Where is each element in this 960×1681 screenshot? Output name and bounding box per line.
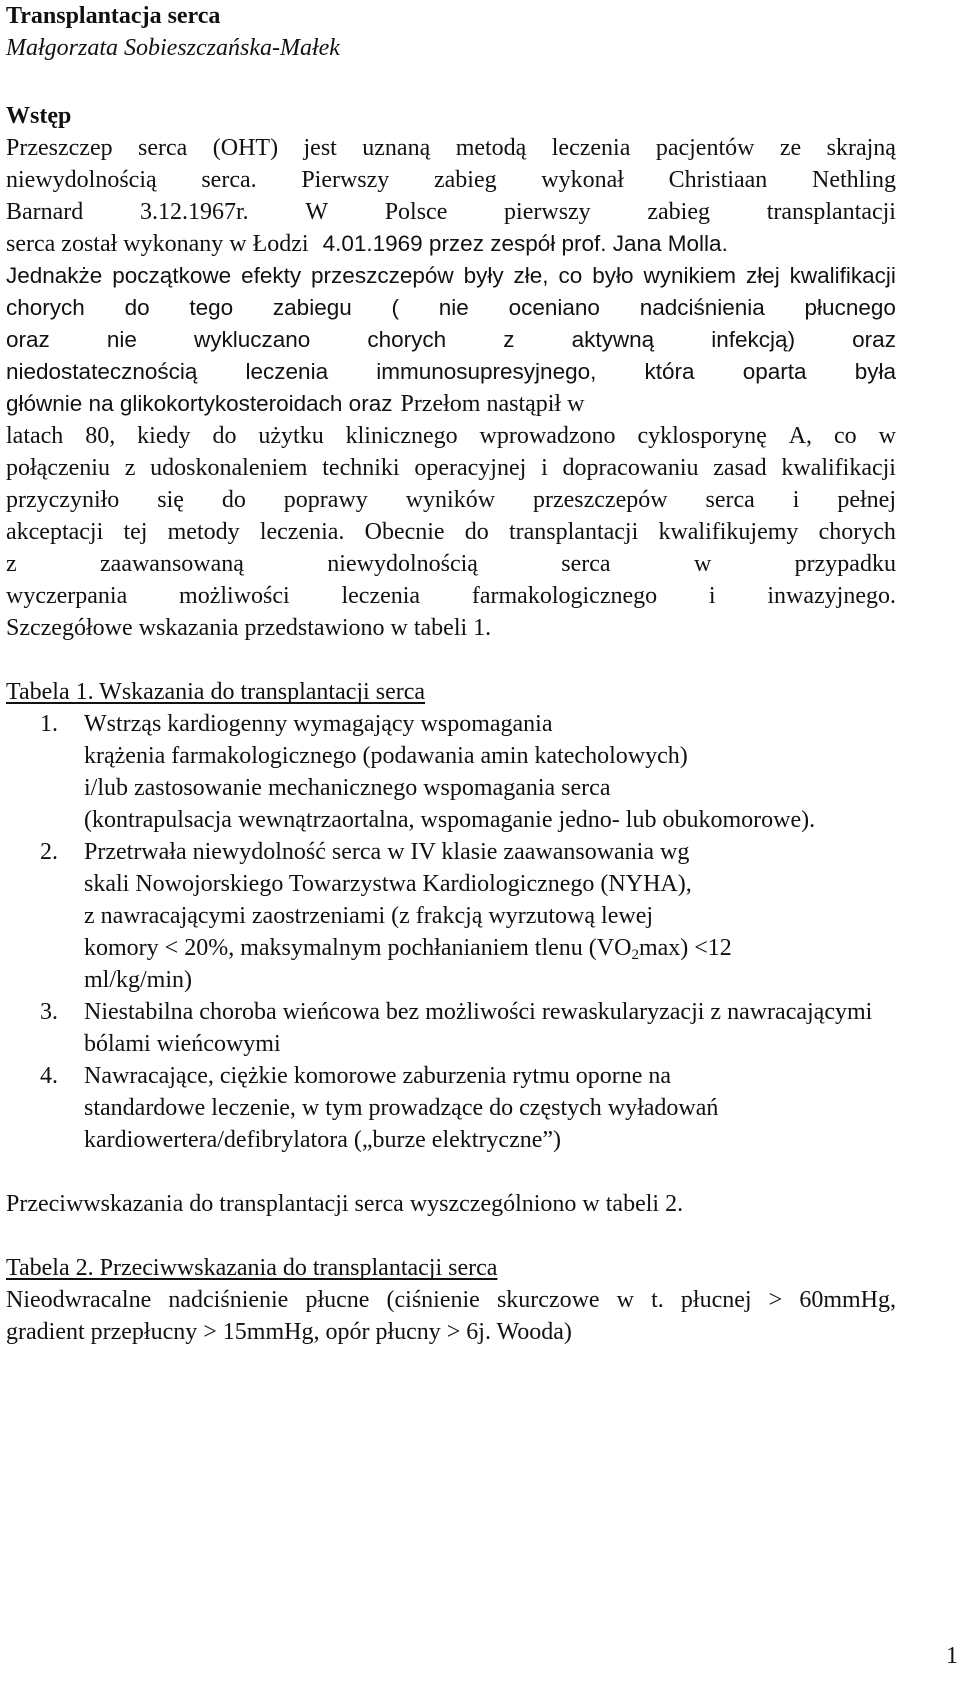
- word: Polsce: [384, 199, 448, 225]
- word: wykonał: [541, 167, 624, 193]
- word: tej: [123, 519, 148, 545]
- list-item-line: krążenia farmakologicznego (podawania amin katecholowych): [84, 743, 688, 769]
- word: latach: [6, 423, 64, 449]
- list-number: 3.: [40, 999, 58, 1025]
- word: przeszczepów: [532, 487, 668, 513]
- word: chorych: [6, 295, 85, 320]
- word: leczenia: [551, 135, 631, 161]
- word: transplantacji: [508, 519, 639, 545]
- list-number: 4.: [40, 1063, 58, 1089]
- word: infekcją): [711, 327, 796, 352]
- list-item-line: Wstrząs kardiogenny wymagający wspomagania: [84, 711, 553, 737]
- word: złej: [745, 263, 780, 288]
- text-line: serca został wykonany w Łodzi 4.01.1969 przez zespół prof. Jana Molla.: [6, 231, 728, 257]
- word: tego: [189, 295, 234, 320]
- word: kiedy: [137, 423, 191, 449]
- word: były: [463, 263, 504, 288]
- word: serca.: [201, 167, 257, 193]
- list-item-line: kardiowertera/defibrylatora („burze elektryczne”): [84, 1127, 562, 1153]
- word: była: [854, 359, 896, 384]
- list-item-line: i/lub zastosowanie mechanicznego wspomagania serca: [84, 775, 611, 801]
- word: przyczyniło: [6, 487, 120, 513]
- word: 3.12.1967r.: [139, 199, 249, 225]
- word: skurczowe: [496, 1287, 600, 1313]
- word: (OHT): [212, 135, 279, 161]
- page-number: 1: [946, 1643, 958, 1669]
- word: wykluczano: [194, 327, 311, 352]
- word: kwalifikacji: [789, 263, 896, 288]
- text-line: [6, 548, 896, 580]
- list-item-line: bólami wieńcowymi: [84, 1031, 281, 1057]
- word: jest: [303, 135, 337, 161]
- word: wprowadzono: [479, 423, 616, 449]
- word: w: [878, 423, 896, 449]
- list-item-line: z nawracającymi zaostrzeniami (z frakcją wyrzutową lewej: [84, 903, 654, 929]
- word: inwazyjnego.: [767, 583, 896, 609]
- word: efekty: [241, 263, 302, 288]
- word: niewydolnością: [327, 551, 478, 577]
- word: W: [305, 199, 328, 225]
- word: początkowe: [112, 263, 232, 288]
- text-line: głównie na glikokortykosteroidach oraz Przełom nastąpił w: [6, 391, 585, 417]
- word: Christiaan: [668, 167, 768, 193]
- word: skrajną: [826, 135, 896, 161]
- word: leczenia.: [259, 519, 345, 545]
- list-item-line: Przetrwała niewydolność serca w IV klasie zaawansowania wg: [84, 839, 690, 865]
- text-line: [6, 260, 896, 292]
- list-item-line: skali Nowojorskiego Towarzystwa Kardiologicznego (NYHA),: [84, 871, 692, 897]
- word: dopracowaniu: [562, 455, 699, 481]
- word: leczenia: [245, 359, 329, 384]
- word: udoskonaleniem: [150, 455, 308, 481]
- word: (ciśnienie: [386, 1287, 480, 1313]
- paragraph: Przeciwwskazania do transplantacji serca wyszczególniono w tabeli 2.: [6, 1191, 684, 1217]
- word: leczenia: [341, 583, 421, 609]
- word: co: [833, 423, 857, 449]
- word: transplantacji: [766, 199, 896, 225]
- word: serca: [138, 135, 188, 161]
- word: się: [157, 487, 184, 513]
- word: użytku: [258, 423, 324, 449]
- word: zabiegu: [272, 295, 352, 320]
- word: Jednakże: [6, 263, 103, 288]
- word: niewydolnością: [6, 167, 157, 193]
- word: do: [124, 295, 150, 320]
- word: Przeszczep: [6, 135, 113, 161]
- word: oparta: [742, 359, 807, 384]
- word: A,: [788, 423, 813, 449]
- word: nie: [438, 295, 469, 320]
- word: płucne: [305, 1287, 370, 1313]
- word: (: [391, 295, 400, 320]
- word: kwalifikujemy: [658, 519, 799, 545]
- word: ze: [779, 135, 802, 161]
- text-line: [6, 132, 896, 164]
- word: pacjentów: [655, 135, 755, 161]
- word: niedostatecznością: [6, 359, 198, 384]
- word: Pierwszy: [301, 167, 390, 193]
- word: i: [541, 455, 548, 481]
- word: cyklosporynę: [637, 423, 767, 449]
- word: kwalifikacji: [781, 455, 896, 481]
- word: z: [124, 455, 136, 481]
- word: akceptacji: [6, 519, 104, 545]
- word: techniki: [322, 455, 400, 481]
- word: do: [212, 423, 237, 449]
- article-title: Transplantacja serca: [6, 3, 221, 29]
- word: do: [221, 487, 246, 513]
- word: zabieg: [433, 167, 497, 193]
- word: zabieg: [647, 199, 710, 225]
- text-line: gradient przepłucny > 15mmHg, opór płucny > 6j. Wooda): [6, 1319, 572, 1345]
- text-line: Szczegółowe wskazania przedstawiono w tabeli 1.: [6, 615, 492, 641]
- word: poprawy: [283, 487, 368, 513]
- list-item-line: standardowe leczenie, w tym prowadzące do częstych wyładowań: [84, 1095, 719, 1121]
- word: 80,: [85, 423, 116, 449]
- word: 60mmHg,: [799, 1287, 896, 1313]
- word: chorych: [818, 519, 896, 545]
- text-line: [6, 580, 896, 612]
- word: z: [6, 551, 17, 577]
- word: pełnej: [837, 487, 896, 513]
- text-line: [6, 420, 896, 452]
- word: z: [503, 327, 515, 352]
- word: serca: [705, 487, 755, 513]
- word: wyczerpania: [6, 583, 128, 609]
- word: i: [792, 487, 800, 513]
- word: nadciśnienia: [639, 295, 765, 320]
- word: immunosupresyjnego,: [376, 359, 597, 384]
- word: oraz: [852, 327, 896, 352]
- word: w: [616, 1287, 635, 1313]
- word: połączeniu: [6, 455, 110, 481]
- word: klinicznego: [345, 423, 458, 449]
- table1-caption: Tabela 1. Wskazania do transplantacji serca: [6, 679, 426, 705]
- word: zaawansowaną: [100, 551, 244, 577]
- word: Obecnie: [364, 519, 445, 545]
- word: płucnego: [804, 295, 896, 320]
- text-line: [6, 356, 896, 388]
- text-line: [6, 164, 896, 196]
- word: możliwości: [179, 583, 290, 609]
- word: było: [592, 263, 634, 288]
- text-line: [6, 196, 896, 228]
- word: zasad: [713, 455, 767, 481]
- word: wyników: [405, 487, 496, 513]
- word: nadciśnienie: [168, 1287, 289, 1313]
- list-number: 1.: [40, 711, 58, 737]
- word: operacyjnej: [414, 455, 527, 481]
- word: przypadku: [794, 551, 896, 577]
- word: co: [558, 263, 583, 288]
- section-heading: Wstęp: [6, 103, 72, 129]
- text-line: [6, 516, 896, 548]
- word: która: [644, 359, 695, 384]
- word: chorych: [367, 327, 447, 352]
- list-item-line: Niestabilna choroba wieńcowa bez możliwości rewaskularyzacji z nawracającymi: [84, 999, 873, 1025]
- word: metody: [167, 519, 240, 545]
- list-item-line: Nawracające, ciężkie komorowe zaburzenia rytmu oporne na: [84, 1063, 672, 1089]
- word: Nethling: [811, 167, 896, 193]
- word: metodą: [455, 135, 527, 161]
- word: Nieodwracalne: [6, 1287, 152, 1313]
- text-line: [6, 452, 896, 484]
- word: >: [768, 1287, 783, 1313]
- word: i: [708, 583, 716, 609]
- word: oceniano: [508, 295, 600, 320]
- word: w: [693, 551, 712, 577]
- word: uznaną: [362, 135, 431, 161]
- text-line: [6, 1284, 896, 1316]
- word: t.: [651, 1287, 664, 1313]
- list-item-line: (kontrapulsacja wewnątrzaortalna, wspomaganie jedno- lub obukomorowe).: [84, 807, 816, 833]
- list-item-line: komory < 20%, maksymalnym pochłanianiem tlenu $(VO_2\max) <12$: [84, 935, 732, 963]
- text-line: [6, 324, 896, 356]
- word: farmakologicznego: [471, 583, 658, 609]
- word: przeszczepów: [311, 263, 454, 288]
- word: złe,: [513, 263, 549, 288]
- text-line: [6, 484, 896, 516]
- list-number: 2.: [40, 839, 58, 865]
- word: płucnej: [680, 1287, 752, 1313]
- word: oraz: [6, 327, 50, 352]
- word: aktywną: [571, 327, 655, 352]
- article-author: Małgorzata Sobieszczańska-Małek: [6, 35, 340, 61]
- table2-caption: Tabela 2. Przeciwwskazania do transplantacji serca: [6, 1255, 498, 1281]
- list-item-line: ml/kg/min): [84, 967, 192, 993]
- word: do: [464, 519, 489, 545]
- word: wynikiem: [643, 263, 736, 288]
- word: nie: [106, 327, 137, 352]
- text-line: [6, 292, 896, 324]
- word: Barnard: [6, 199, 84, 225]
- word: serca: [561, 551, 611, 577]
- word: pierwszy: [504, 199, 591, 225]
